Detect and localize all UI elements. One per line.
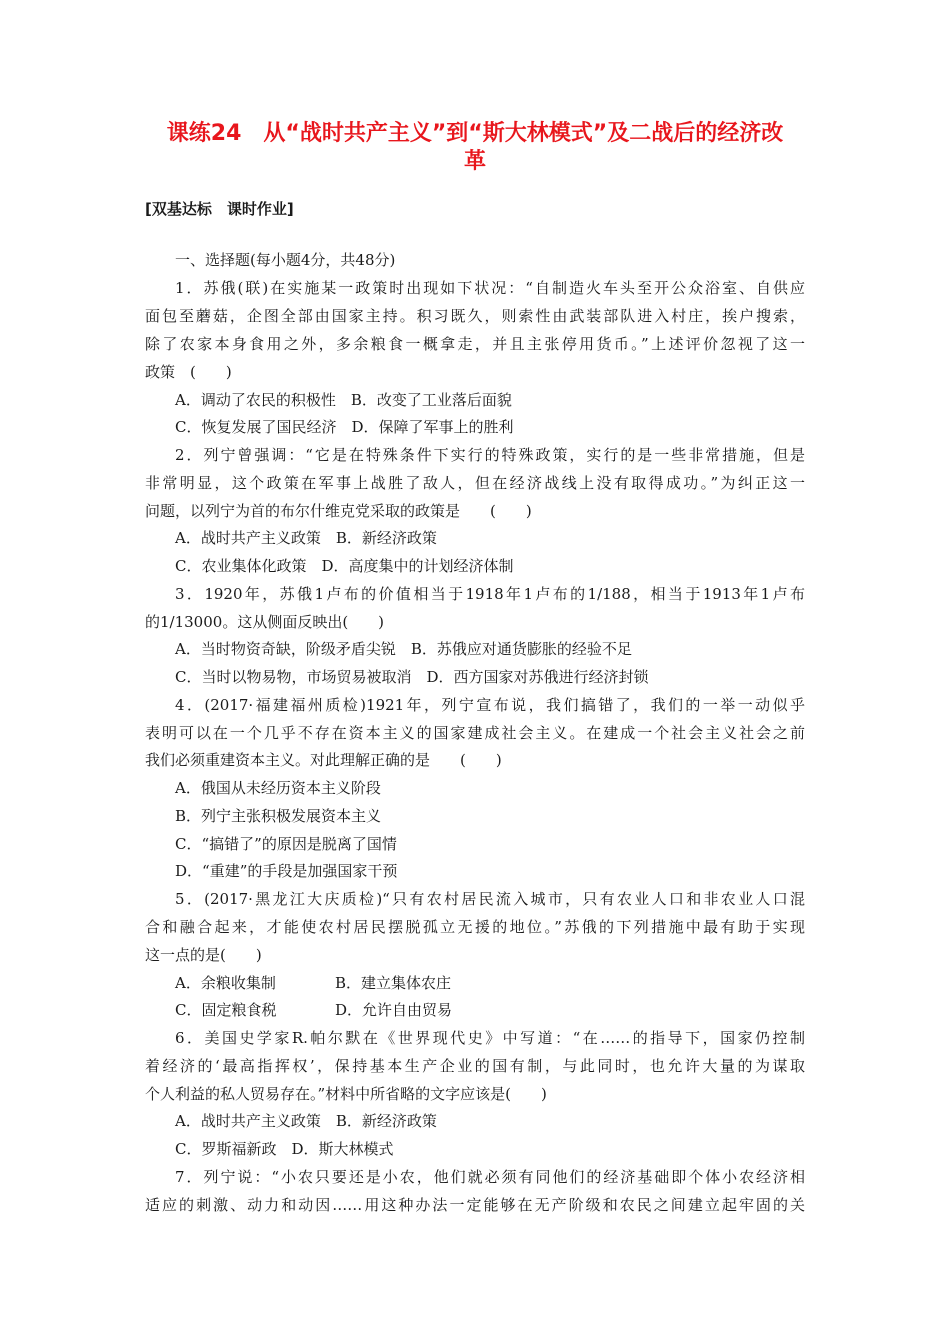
q2-line-1: 2．列宁曾强调：“它是在特殊条件下实行的特殊政策，实行的是一些非常措施，但是: [175, 446, 805, 464]
q3-options-ab: A．当时物资奇缺，阶级矛盾尖锐 B．苏俄应对通货膨胀的经验不足: [175, 640, 632, 658]
q3-line-1: 3．1920年，苏俄1卢布的价值相当于1918年1卢布的1/188，相当于1913年1卢布: [175, 585, 805, 603]
q4-option-d: D．“重建”的手段是加强国家干预: [175, 862, 398, 880]
q6-options-cd: C．罗斯福新政 D．斯大林模式: [175, 1140, 394, 1158]
q2-line-2: 非常明显，这个政策在军事上战胜了敌人，但在经济战线上没有取得成功。”为纠正这一: [145, 474, 805, 492]
q3-line-2: 的1/13000。这从侧面反映出( ): [145, 613, 385, 631]
q4-option-a: A．俄国从未经历资本主义阶段: [175, 779, 381, 797]
q1-line-1: 1．苏俄(联)在实施某一政策时出现如下状况：“自制造火车头至开公众浴室、自供应: [175, 279, 805, 297]
q5-options-ab: [175, 971, 805, 995]
q7-line-2: 适应的刺激、动力和动因……用这种办法一定能够在无产阶级和农民之间建立起牢固的关: [145, 1196, 805, 1214]
q5-line-2: 合和融合起来，才能使农村居民摆脱孤立无援的地位。”苏俄的下列措施中最有助于实现: [145, 918, 805, 936]
q2-options-ab: A．战时共产主义政策 B．新经济政策: [175, 529, 437, 547]
q1-options-ab: A．调动了农民的积极性 B．改变了工业落后面貌: [175, 391, 512, 409]
q1-line-4: 政策 ( ): [145, 363, 232, 381]
q5-option-d: D．允许自由贸易: [335, 1001, 453, 1019]
q6-line-2: 着经济的‘最高指挥权’，保持基本生产企业的国有制，与此同时，也允许大量的为谋取: [145, 1057, 805, 1075]
q1-line-2: 面包至蘑菇，企图全部由国家主持。积习既久，则索性由武装部队进入村庄，挨户搜索，: [145, 307, 805, 325]
q4-line-1: 4．(2017·福建福州质检)1921年，列宁宣布说，我们搞错了，我们的一举一动似乎: [175, 696, 805, 714]
part-heading: 一、选择题(每小题4分，共48分): [175, 251, 396, 269]
q4-option-c: C．“搞错了”的原因是脱离了国情: [175, 835, 397, 853]
q5-line-1: 5．(2017·黑龙江大庆质检)“只有农村居民流入城市，只有农业人口和非农业人口混: [175, 890, 805, 908]
title-line-2: 革: [463, 149, 486, 174]
q5-line-3: 这一点的是( ): [145, 946, 262, 964]
q6-options-ab: A．战时共产主义政策 B．新经济政策: [175, 1112, 437, 1130]
q2-options-cd: C．农业集体化政策 D．高度集中的计划经济体制: [175, 557, 514, 575]
section-heading: [双基达标 课时作业]: [145, 200, 294, 218]
q5-options-cd: [175, 998, 805, 1022]
q1-options-cd: C．恢复发展了国民经济 D．保障了军事上的胜利: [175, 418, 514, 436]
q4-option-b: B．列宁主张积极发展资本主义: [175, 807, 382, 825]
page-title: [140, 120, 810, 176]
q3-options-cd: C．当时以物易物，市场贸易被取消 D．西方国家对苏俄进行经济封锁: [175, 668, 649, 686]
q5-option-b: B．建立集体农庄: [335, 974, 452, 992]
q2-line-3: 问题，以列宁为首的布尔什维克党采取的政策是 ( ): [145, 502, 532, 520]
q4-line-3: 我们必须重建资本主义。对此理解正确的是 ( ): [145, 751, 502, 769]
q5-option-a: A．余粮收集制: [175, 974, 276, 992]
title-line-1: 课练24 从“战时共产主义”到“斯大林模式”及二战后的经济改: [166, 121, 784, 146]
q5-option-c: C．固定粮食税: [175, 1001, 277, 1019]
q7-line-1: 7．列宁说：“小农只要还是小农，他们就必须有同他们的经济基础即个体小农经济相: [175, 1168, 805, 1186]
q6-line-1: 6．美国史学家R.帕尔默在《世界现代史》中写道：“在……的指导下，国家仍控制: [175, 1029, 805, 1047]
q6-line-3: 个人利益的私人贸易存在。”材料中所省略的文字应该是( ): [145, 1085, 547, 1103]
q4-line-2: 表明可以在一个几乎不存在资本主义的国家建成社会主义。在建成一个社会主义社会之前: [145, 724, 805, 742]
q1-line-3: 除了农家本身食用之外，多余粮食一概拿走，并且主张停用货币。”上述评价忽视了这一: [145, 335, 805, 353]
